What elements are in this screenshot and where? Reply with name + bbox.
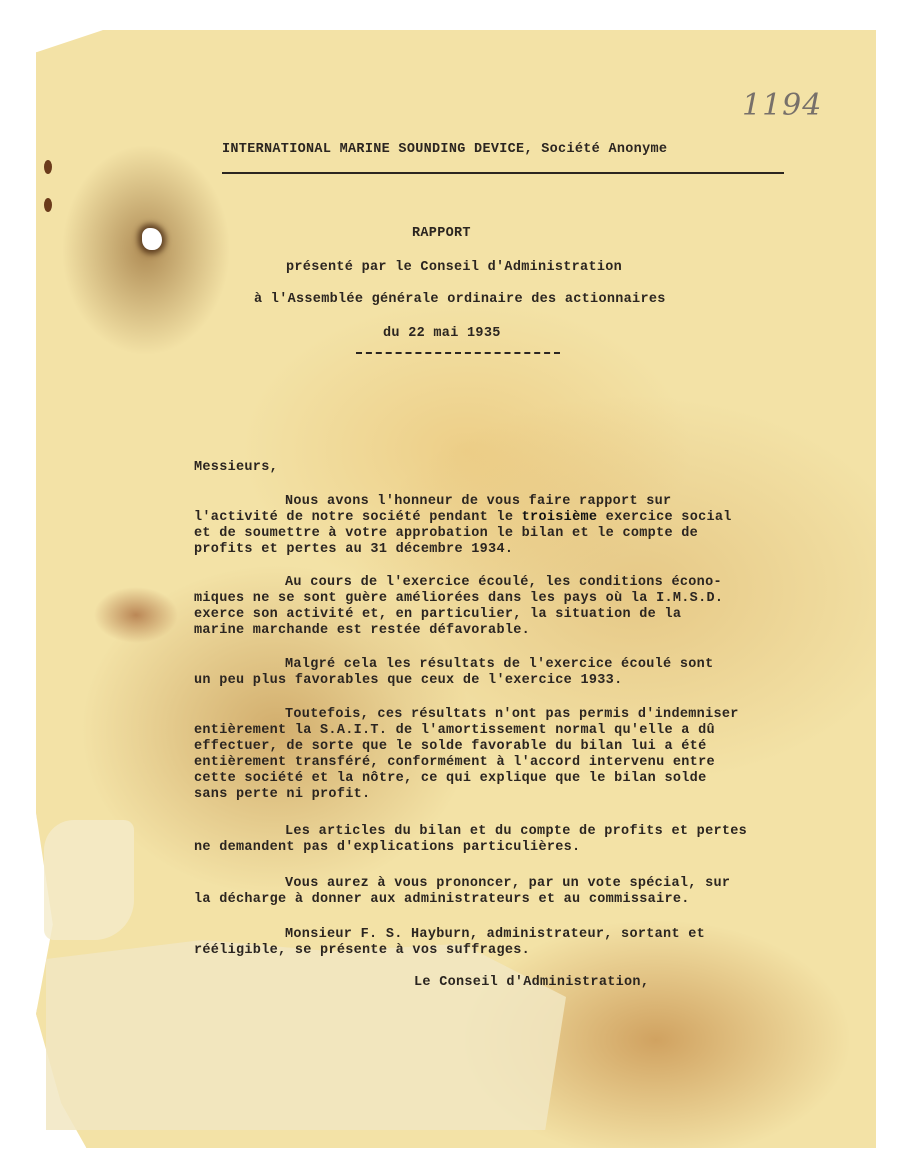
title-line-1: présenté par le Conseil d'Administration	[286, 260, 623, 275]
p6-line-2: la décharge à donner aux administrateurs et au commissaire.	[194, 892, 690, 907]
title-underline	[356, 352, 560, 354]
report-title: RAPPORT	[412, 226, 471, 241]
torn-corner	[46, 940, 566, 1130]
p7-line-2: rééligible, se présente à vos suffrages.	[194, 943, 531, 958]
p7-line-1: Monsieur F. S. Hayburn, administrateur, sortant et	[285, 927, 706, 942]
p1-line-1: Nous avons l'honneur de vous faire rapport sur	[285, 494, 672, 509]
p1-line-4: profits et pertes au 31 décembre 1934.	[194, 542, 514, 557]
p4-line-6: sans perte ni profit.	[194, 787, 371, 802]
p4-line-4: entièrement transféré, conformément à l'accord intervenu entre	[194, 755, 715, 770]
p2-line-3: exerce son activité et, en particulier, la situation de la	[194, 607, 682, 622]
title-date: du 22 mai 1935	[383, 326, 501, 341]
closing-signature: Le Conseil d'Administration,	[414, 975, 650, 990]
p1-line-2a: l'activité de notre société pendant le	[194, 510, 522, 525]
p1-line-3: et de soumettre à votre approbation le bilan et le compte de	[194, 526, 699, 541]
p2-line-1: Au cours de l'exercice écoulé, les conditions écono-	[285, 575, 722, 590]
title-line-2: à l'Assemblée générale ordinaire des actionnaires	[254, 292, 666, 307]
p2-line-4: marine marchande est restée défavorable.	[194, 623, 531, 638]
p5-line-1: Les articles du bilan et du compte de profits et pertes	[285, 824, 748, 839]
p5-line-2: ne demandent pas d'explications particulières.	[194, 840, 581, 855]
company-header: INTERNATIONAL MARINE SOUNDING DEVICE, Société Anonyme	[222, 142, 668, 157]
p4-line-5: cette société et la nôtre, ce qui explique que le bilan solde	[194, 771, 707, 786]
p3-line-2: un peu plus favorables que ceux de l'exercice 1933.	[194, 673, 623, 688]
p2-line-2: miques ne se sont guère améliorées dans les pays où la I.M.S.D.	[194, 591, 724, 606]
p6-line-1: Vous aurez à vous prononcer, par un vote spécial, sur	[285, 876, 731, 891]
salutation: Messieurs,	[194, 460, 279, 475]
handwritten-page-number: 1194	[742, 88, 823, 123]
p3-line-1: Malgré cela les résultats de l'exercice écoulé sont	[285, 657, 714, 672]
p4-line-3: effectuer, de sorte que le solde favorable du bilan lui a été	[194, 739, 707, 754]
punch-hole	[44, 198, 52, 212]
paper-damage	[44, 820, 134, 940]
p4-line-2: entièrement la S.A.I.T. de l'amortissement normal qu'elle a dû	[194, 723, 715, 738]
burn-hole	[142, 228, 162, 250]
header-rule	[222, 172, 784, 174]
p1-line-2	[194, 510, 732, 525]
p4-line-1: Toutefois, ces résultats n'ont pas permis d'indemniser	[285, 707, 739, 722]
p1-line-2c: exercice social	[597, 510, 732, 525]
p1-inserted-word: troisième	[521, 510, 598, 525]
punch-hole	[44, 160, 52, 174]
